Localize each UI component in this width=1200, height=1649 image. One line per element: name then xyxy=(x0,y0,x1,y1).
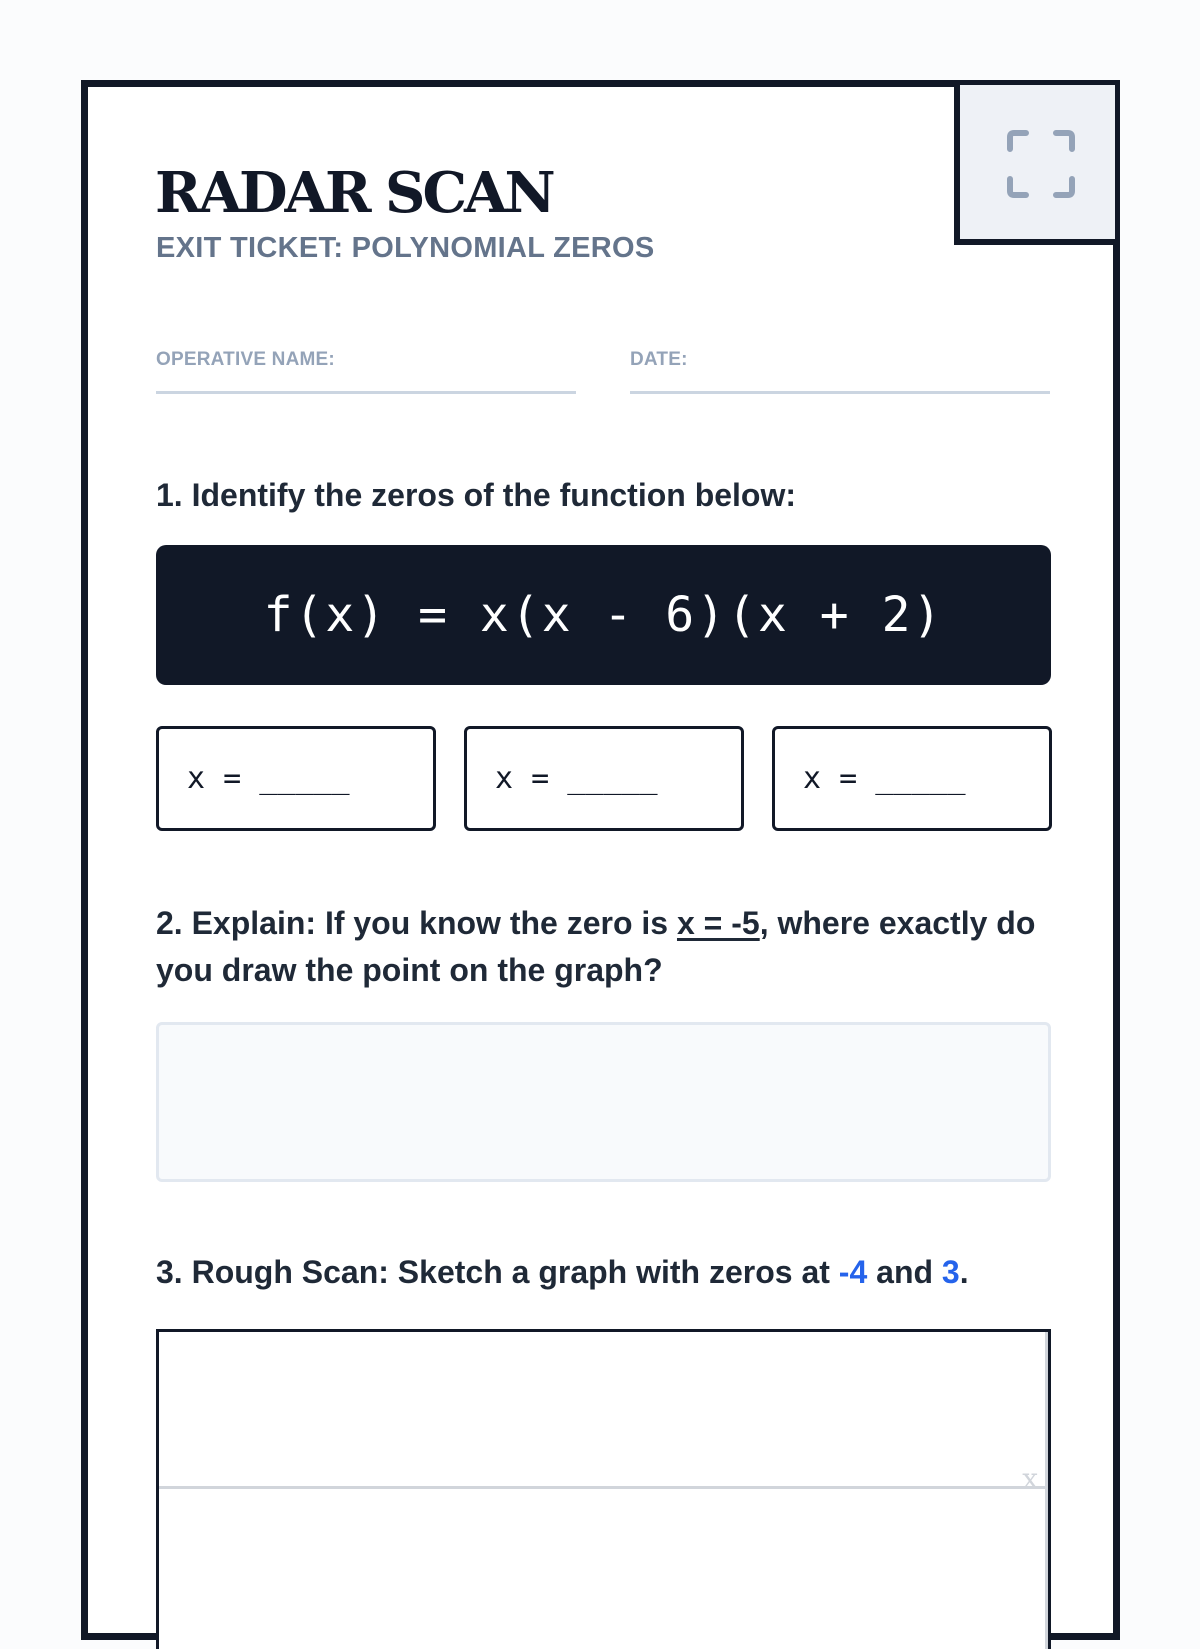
question-3-text-a: 3. Rough Scan: Sketch a graph with zeros at xyxy=(156,1254,839,1290)
graph-right-edge xyxy=(1045,1332,1048,1649)
x-axis-label: x xyxy=(1022,1462,1038,1495)
zero-answer-box-1[interactable]: x = _____ xyxy=(156,726,436,831)
x-axis-line xyxy=(159,1486,1048,1489)
sketch-graph-area[interactable] xyxy=(156,1329,1051,1649)
question-2-text-b: , where exactly do you draw the point on the graph? xyxy=(156,905,1036,988)
operative-name-label: OPERATIVE NAME: xyxy=(156,349,335,370)
zero-value-b: 3 xyxy=(941,1254,960,1290)
zero-answer-box-2[interactable]: x = _____ xyxy=(464,726,744,831)
question-3-prompt xyxy=(156,1249,969,1296)
question-2-highlight: x = -5 xyxy=(676,905,760,941)
page-subtitle: EXIT TICKET: POLYNOMIAL ZEROS xyxy=(156,232,655,264)
scan-frame-icon xyxy=(1006,129,1076,199)
page-title: RADAR SCAN xyxy=(155,160,553,226)
question-1-prompt: 1. Identify the zeros of the function below: xyxy=(156,477,797,513)
question-3-text-c: . xyxy=(959,1254,969,1290)
question-2-prompt xyxy=(156,900,1056,994)
date-line[interactable] xyxy=(630,391,1050,394)
exit-ticket-card xyxy=(81,80,1120,1640)
operative-name-field[interactable] xyxy=(156,349,576,394)
question-3-text-b: and xyxy=(867,1254,942,1290)
question-2-text-a: 2. Explain: If you know the zero is xyxy=(156,905,677,941)
date-label: DATE: xyxy=(630,349,688,370)
zero-value-a: -4 xyxy=(838,1254,868,1290)
function-display: f(x) = x(x - 6)(x + 2) xyxy=(156,545,1051,685)
explanation-textbox[interactable] xyxy=(156,1022,1051,1182)
corner-tab xyxy=(954,85,1115,245)
operative-name-line[interactable] xyxy=(156,391,576,394)
date-field[interactable] xyxy=(630,349,1050,394)
zero-answer-box-3[interactable]: x = _____ xyxy=(772,726,1052,831)
